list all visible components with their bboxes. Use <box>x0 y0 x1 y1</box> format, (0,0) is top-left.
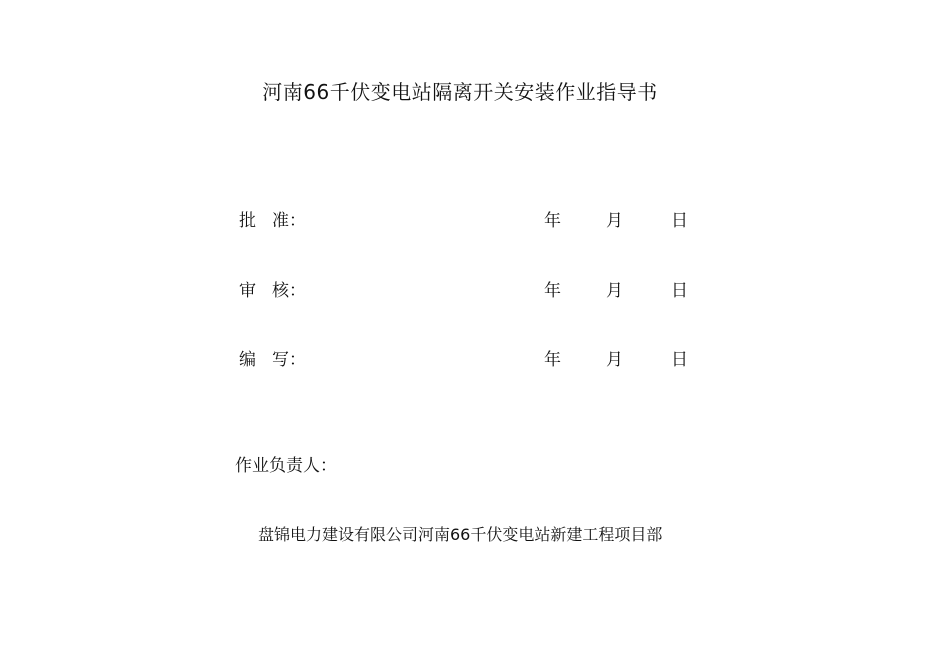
author-month-label: 月 <box>606 350 623 370</box>
organization-name: 盘锦电力建设有限公司河南66千伏变电站新建工程项目部 <box>258 525 663 544</box>
author-year-label: 年 <box>544 350 561 370</box>
review-label-char2: 核： <box>272 281 306 301</box>
author-day-label: 日 <box>671 350 688 370</box>
approval-year-label: 年 <box>544 211 561 231</box>
approval-row <box>0 206 950 230</box>
approval-day-label: 日 <box>671 211 688 231</box>
review-month-label: 月 <box>606 281 623 301</box>
work-leader-label: 作业负责人： <box>235 456 337 476</box>
review-label-char1: 审 <box>239 281 256 301</box>
review-day-label: 日 <box>671 281 688 301</box>
approval-month-label: 月 <box>606 211 623 231</box>
author-label-char1: 编 <box>239 350 256 370</box>
author-label-char2: 写： <box>272 350 306 370</box>
approval-label-char1: 批 <box>239 211 256 231</box>
author-row <box>0 345 950 369</box>
review-row <box>0 276 950 300</box>
review-year-label: 年 <box>544 281 561 301</box>
document-title: 河南66千伏变电站隔离开关安装作业指导书 <box>262 80 658 104</box>
approval-label-char2: 准： <box>272 211 306 231</box>
